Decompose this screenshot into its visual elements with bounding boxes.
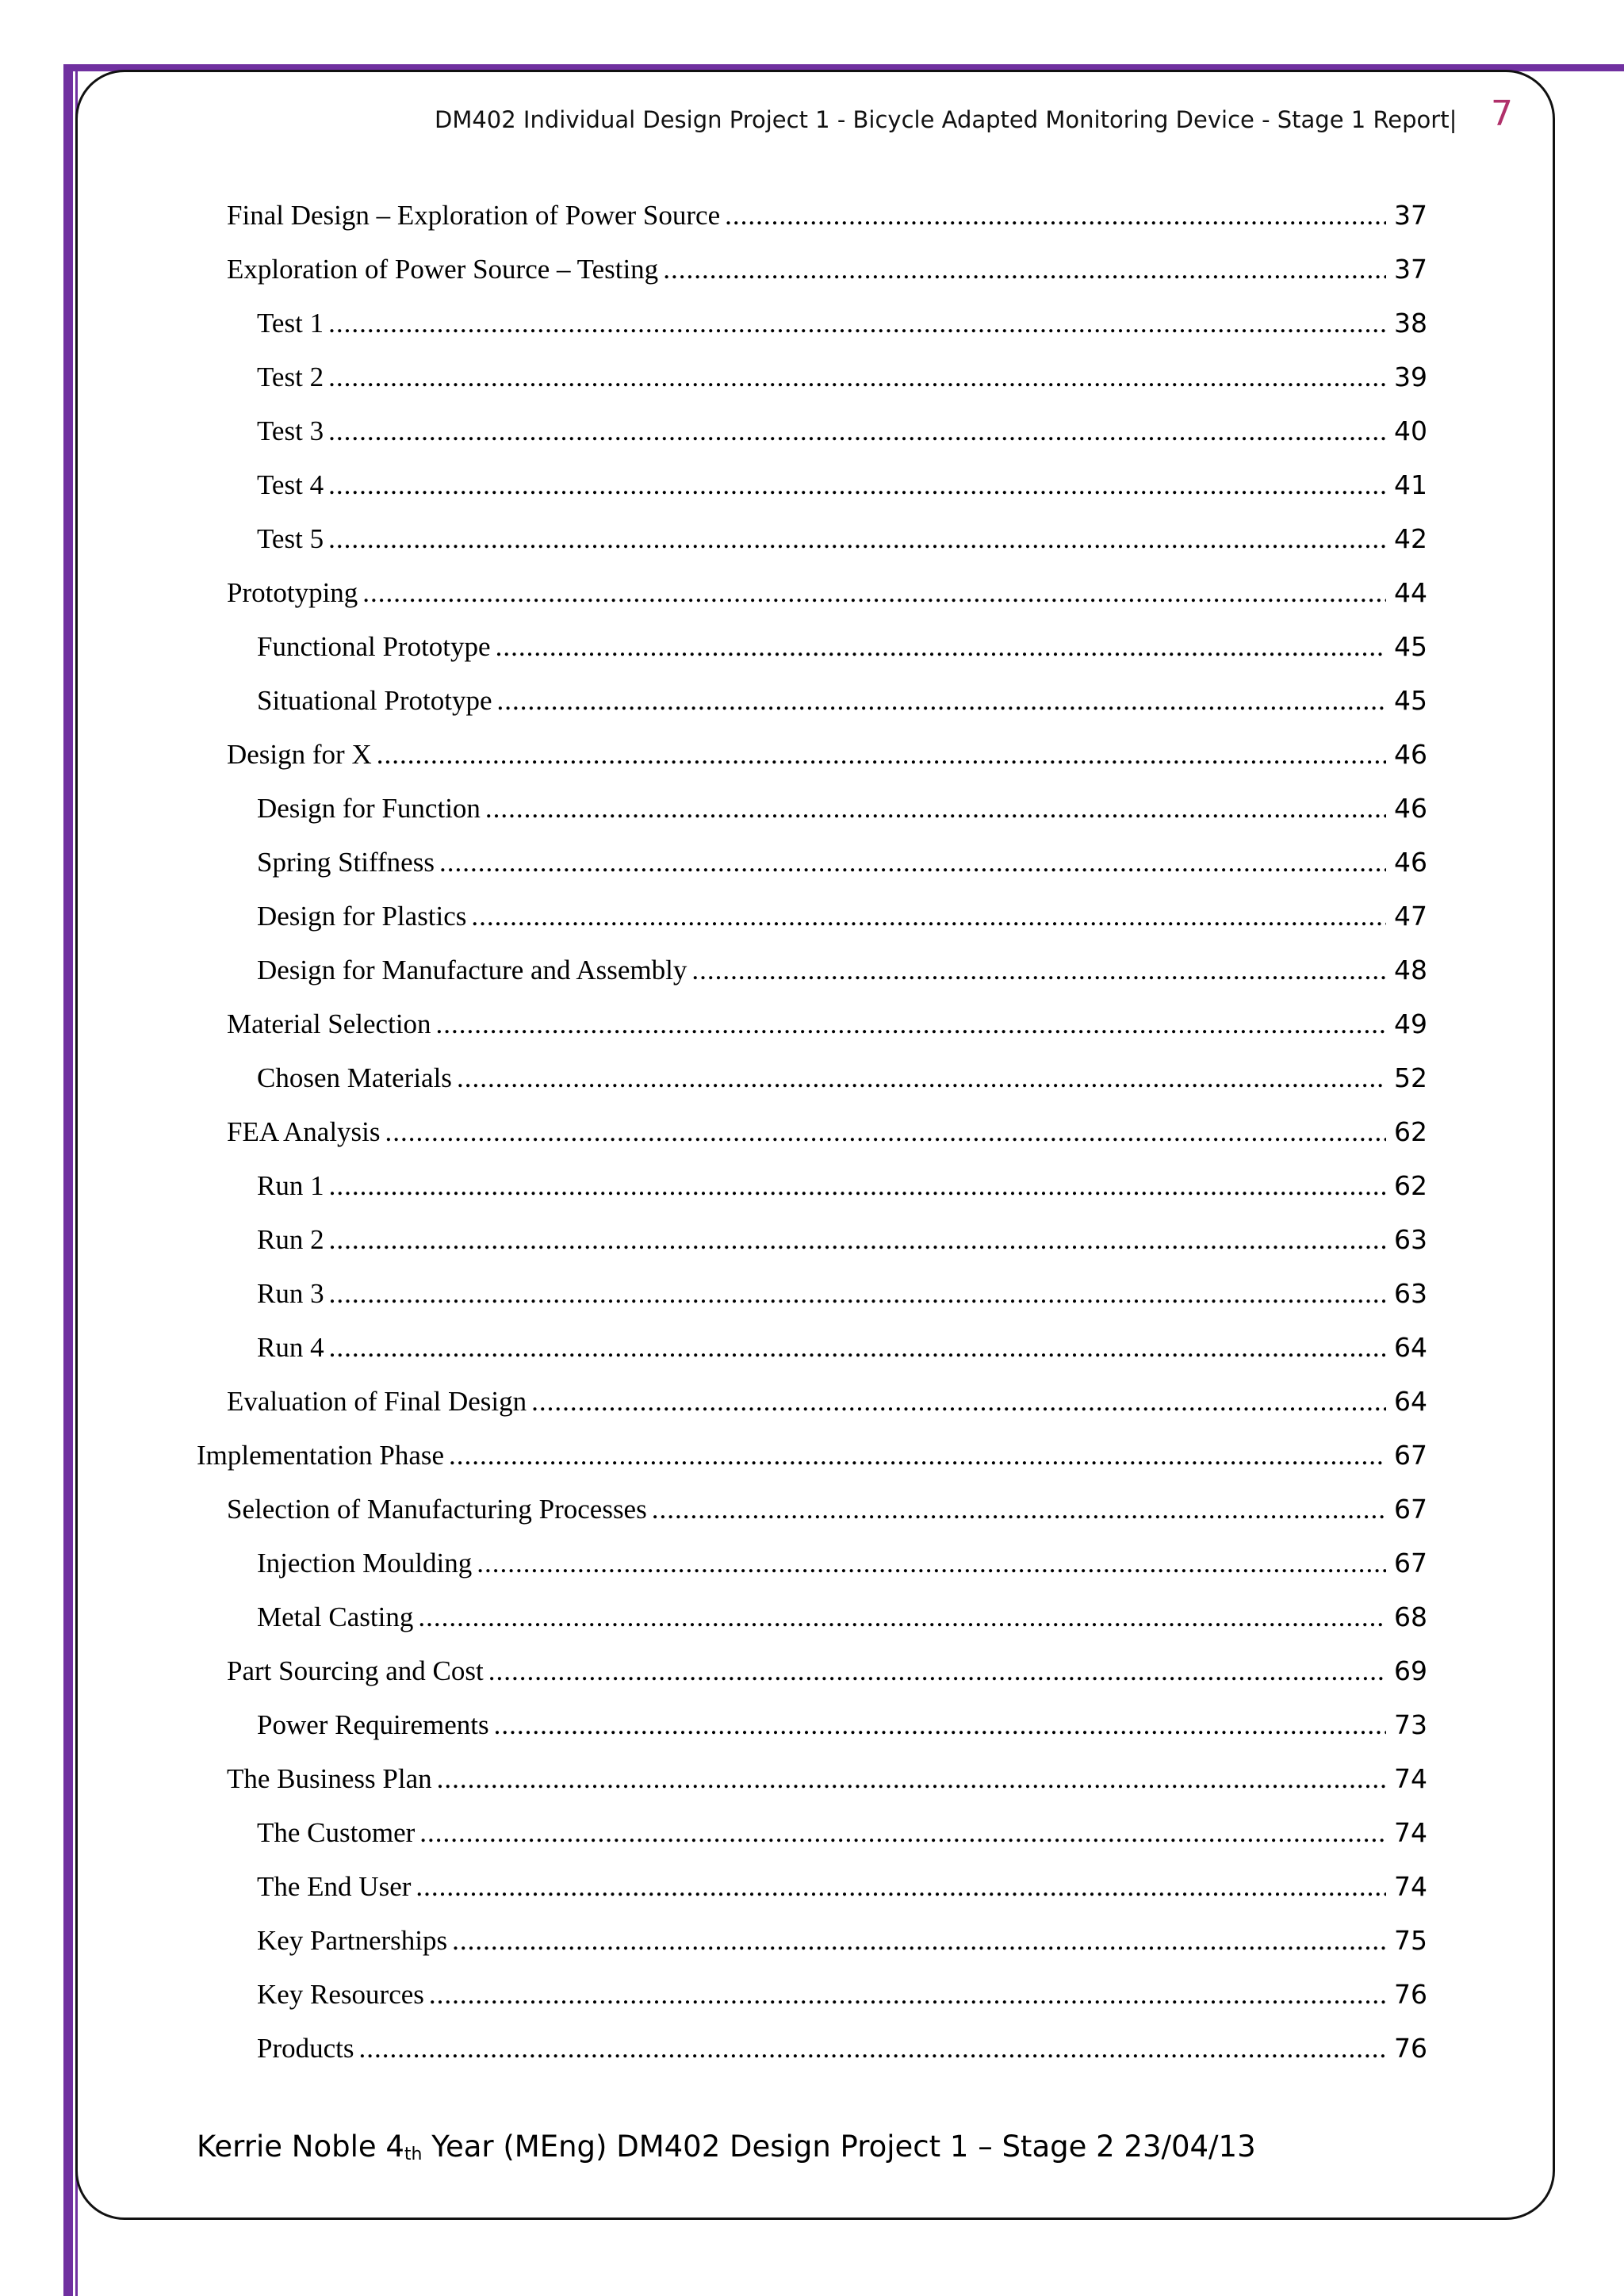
- toc-entry[interactable]: [227, 1008, 1427, 1062]
- toc-entry-title: Design for Function: [257, 793, 481, 824]
- toc-dot-leader: [359, 2033, 1387, 2064]
- toc-entry[interactable]: [227, 254, 1427, 308]
- toc-entry-title: Metal Casting: [257, 1601, 414, 1632]
- toc-dot-leader: [494, 1709, 1386, 1741]
- toc-dot-leader: [437, 1763, 1386, 1795]
- toc-entry-title: Run 4: [257, 1332, 324, 1363]
- running-header: DM402 Individual Design Project 1 - Bicycle Adapted Monitoring Device - Stage 1 Report|: [435, 106, 1457, 133]
- toc-entry[interactable]: [257, 1278, 1427, 1332]
- toc-dot-leader: [652, 1494, 1386, 1525]
- toc-entry[interactable]: [227, 1116, 1427, 1170]
- toc-entry-title: Implementation Phase: [197, 1440, 445, 1471]
- toc-entry[interactable]: [227, 1494, 1427, 1548]
- toc-dot-leader: [436, 1008, 1386, 1040]
- toc-entry-page: 67: [1394, 1440, 1427, 1471]
- toc-entry-title: Run 3: [257, 1278, 324, 1309]
- toc-entry[interactable]: [257, 1224, 1427, 1278]
- toc-dot-leader: [439, 847, 1386, 878]
- toc-dot-leader: [328, 415, 1386, 447]
- toc-entry[interactable]: [257, 308, 1427, 362]
- toc-entry-page: 76: [1394, 1979, 1427, 2010]
- toc-entry-title: FEA Analysis: [227, 1116, 381, 1147]
- toc-entry-page: 74: [1394, 1817, 1427, 1848]
- toc-entry-title: Test 3: [257, 415, 324, 446]
- toc-entry[interactable]: [257, 415, 1427, 469]
- toc-entry-page: 46: [1394, 739, 1427, 770]
- toc-entry-title: Test 5: [257, 523, 324, 554]
- toc-dot-leader: [725, 200, 1386, 232]
- toc-entry[interactable]: [257, 955, 1427, 1008]
- toc-entry-page: 62: [1394, 1116, 1427, 1147]
- toc-dot-leader: [449, 1440, 1386, 1471]
- toc-entry-title: Key Resources: [257, 1979, 424, 2010]
- page-border-left: [63, 64, 73, 2296]
- toc-entry-page: 46: [1394, 847, 1427, 878]
- toc-entry-title: Functional Prototype: [257, 631, 491, 662]
- toc-entry-page: 47: [1394, 901, 1427, 932]
- toc-entry-title: Spring Stiffness: [257, 847, 435, 878]
- toc-entry-page: 37: [1394, 200, 1427, 231]
- toc-dot-leader: [429, 1979, 1386, 2011]
- toc-entry-page: 76: [1394, 2033, 1427, 2064]
- toc-entry[interactable]: [257, 1709, 1427, 1763]
- toc-entry[interactable]: [257, 1332, 1427, 1386]
- toc-entry-page: 75: [1394, 1925, 1427, 1956]
- toc-entry-page: 44: [1394, 577, 1427, 608]
- toc-entry-page: 48: [1394, 955, 1427, 985]
- toc-entry-title: Part Sourcing and Cost: [227, 1655, 484, 1686]
- toc-entry-title: The Customer: [257, 1817, 416, 1848]
- toc-dot-leader: [418, 1601, 1386, 1633]
- toc-dot-leader: [477, 1548, 1386, 1579]
- toc-entry-title: The End User: [257, 1871, 412, 1902]
- toc-entry-title: Run 1: [257, 1170, 324, 1201]
- toc-entry[interactable]: [227, 1386, 1427, 1440]
- toc-entry-page: 52: [1394, 1062, 1427, 1093]
- toc-dot-leader: [377, 739, 1386, 771]
- toc-dot-leader: [663, 254, 1386, 285]
- toc-entry-page: 64: [1394, 1332, 1427, 1363]
- toc-entry[interactable]: [257, 1979, 1427, 2033]
- toc-dot-leader: [328, 308, 1386, 339]
- toc-dot-leader: [471, 901, 1386, 932]
- toc-entry[interactable]: [257, 362, 1427, 415]
- toc-entry-page: 40: [1394, 415, 1427, 446]
- toc-entry-title: Selection of Manufacturing Processes: [227, 1494, 647, 1525]
- toc-entry[interactable]: [257, 847, 1427, 901]
- toc-entry[interactable]: [257, 631, 1427, 685]
- toc-entry-page: 67: [1394, 1494, 1427, 1525]
- toc-dot-leader: [452, 1925, 1386, 1957]
- footer-details: Year (MEng) DM402 Design Project 1 – Stage 2 23/04/13: [422, 2130, 1256, 2164]
- toc-entry-title: Key Partnerships: [257, 1925, 448, 1956]
- toc-dot-leader: [457, 1062, 1386, 1094]
- toc-entry-title: Design for Plastics: [257, 901, 467, 932]
- toc-entry-title: Run 2: [257, 1224, 324, 1255]
- toc-entry-title: Test 1: [257, 308, 324, 339]
- toc-entry-page: 69: [1394, 1655, 1427, 1686]
- toc-entry[interactable]: [227, 1655, 1427, 1709]
- toc-entry-page: 45: [1394, 685, 1427, 716]
- toc-dot-leader: [497, 685, 1386, 717]
- toc-entry-page: 37: [1394, 254, 1427, 285]
- toc-dot-leader: [419, 1817, 1386, 1849]
- toc-dot-leader: [329, 1332, 1386, 1364]
- toc-dot-leader: [385, 1116, 1386, 1148]
- toc-entry[interactable]: [227, 577, 1427, 631]
- toc-entry-page: 42: [1394, 523, 1427, 554]
- toc-entry[interactable]: [257, 523, 1427, 577]
- footer-superscript: th: [404, 2145, 423, 2164]
- toc-dot-leader: [328, 523, 1386, 555]
- toc-dot-leader: [328, 362, 1386, 393]
- toc-dot-leader: [329, 1224, 1386, 1256]
- toc-entry-page: 63: [1394, 1278, 1427, 1309]
- toc-dot-leader: [329, 1278, 1386, 1310]
- toc-entry[interactable]: [257, 1548, 1427, 1601]
- toc-entry[interactable]: [227, 739, 1427, 793]
- toc-dot-leader: [488, 1655, 1386, 1687]
- toc-entry-page: 45: [1394, 631, 1427, 662]
- toc-entry[interactable]: [227, 1763, 1427, 1817]
- toc-dot-leader: [328, 469, 1386, 501]
- toc-entry-title: Test 2: [257, 362, 324, 392]
- toc-entry[interactable]: [257, 793, 1427, 847]
- toc-entry-page: 68: [1394, 1601, 1427, 1632]
- toc-entry[interactable]: [257, 469, 1427, 523]
- toc-entry-title: Design for X: [227, 739, 372, 770]
- toc-entry-page: 62: [1394, 1170, 1427, 1201]
- toc-entry-page: 39: [1394, 362, 1427, 392]
- footer-author: Kerrie Noble 4: [197, 2130, 404, 2164]
- toc-entry[interactable]: [257, 1871, 1427, 1925]
- toc-entry-page: 38: [1394, 308, 1427, 339]
- toc-entry-title: Prototyping: [227, 577, 358, 608]
- toc-entry-page: 67: [1394, 1548, 1427, 1578]
- toc-dot-leader: [496, 631, 1386, 663]
- toc-entry[interactable]: [197, 1440, 1427, 1494]
- toc-entry-title: Exploration of Power Source – Testing: [227, 254, 659, 285]
- toc-entry[interactable]: [257, 1925, 1427, 1979]
- toc-entry-page: 41: [1394, 469, 1427, 500]
- toc-entry-title: Situational Prototype: [257, 685, 492, 716]
- toc-entry-title: Power Requirements: [257, 1709, 489, 1740]
- toc-dot-leader: [485, 793, 1386, 825]
- toc-entry-page: 64: [1394, 1386, 1427, 1417]
- toc-entry[interactable]: [257, 901, 1427, 955]
- toc-dot-leader: [329, 1170, 1386, 1202]
- toc-entry-title: Test 4: [257, 469, 324, 500]
- toc-entry-title: Material Selection: [227, 1008, 431, 1039]
- toc-entry-title: The Business Plan: [227, 1763, 432, 1794]
- toc-entry-page: 63: [1394, 1224, 1427, 1255]
- toc-entry-title: Injection Moulding: [257, 1548, 473, 1578]
- toc-entry-title: Products: [257, 2033, 354, 2064]
- toc-entry[interactable]: [257, 1601, 1427, 1655]
- toc-entry-title: Final Design – Exploration of Power Source: [227, 200, 721, 231]
- toc-entry[interactable]: [257, 2033, 1427, 2087]
- toc-dot-leader: [691, 955, 1386, 986]
- toc-entry-title: Chosen Materials: [257, 1062, 452, 1093]
- toc-entry-page: 74: [1394, 1763, 1427, 1794]
- toc-dot-leader: [362, 577, 1386, 609]
- toc-entry-title: Design for Manufacture and Assembly: [257, 955, 688, 985]
- toc-entry-page: 74: [1394, 1871, 1427, 1902]
- toc-entry[interactable]: [227, 200, 1427, 254]
- toc-dot-leader: [531, 1386, 1386, 1418]
- toc-entry-page: 49: [1394, 1008, 1427, 1039]
- toc-dot-leader: [416, 1871, 1386, 1903]
- toc-entry-title: Evaluation of Final Design: [227, 1386, 527, 1417]
- page-footer: [197, 2130, 1256, 2164]
- toc-entry[interactable]: [257, 1817, 1427, 1871]
- toc-entry-page: 46: [1394, 793, 1427, 824]
- toc-entry[interactable]: [257, 685, 1427, 739]
- page-number: 7: [1491, 94, 1513, 134]
- toc-entry[interactable]: [257, 1062, 1427, 1116]
- toc-entry[interactable]: [257, 1170, 1427, 1224]
- toc-entry-page: 73: [1394, 1709, 1427, 1740]
